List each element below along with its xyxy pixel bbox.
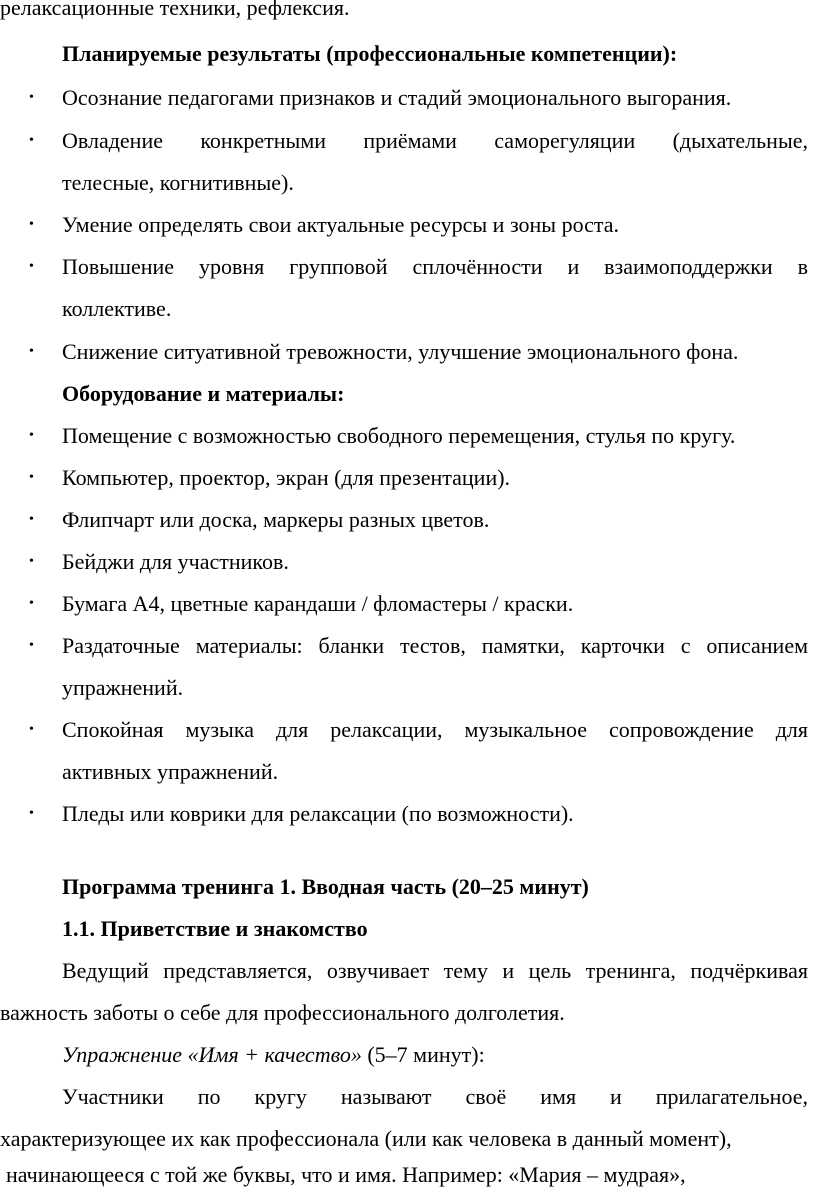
paragraph-line: важность заботы о себе для профессионального долголетия.: [0, 1000, 565, 1025]
list-item: Флипчарт или доска, маркеры разных цветов.: [62, 507, 490, 532]
results-heading: Планируемые результаты (профессиональные компетенции):: [62, 41, 678, 66]
list-item: Спокойная музыка для релаксации, музыкальное сопровождение для: [62, 717, 808, 742]
program-heading: Программа тренинга 1. Вводная часть (20–25 минут): [62, 874, 589, 899]
exercise-line: [62, 1041, 485, 1069]
bullet-icon: •: [29, 470, 34, 485]
paragraph-line: Ведущий представляется, озвучивает тему и цель тренинга, подчёркивая: [62, 958, 808, 983]
bullet-icon: •: [29, 428, 34, 443]
list-item-continuation: упражнений.: [62, 675, 184, 700]
list-item: Умение определять свои актуальные ресурсы и зоны роста.: [62, 212, 620, 237]
list-item: Осознание педагогами признаков и стадий эмоционального выгорания.: [62, 85, 732, 110]
bullet-icon: •: [29, 344, 34, 359]
top-fragment: релаксационные техники, рефлексия.: [0, 0, 350, 20]
list-item: Бумага А4, цветные карандаши / фломастеры / краски.: [62, 591, 574, 616]
program-subheading: 1.1. Приветствие и знакомство: [62, 916, 368, 941]
list-item: Повышение уровня групповой сплочённости и взаимоподдержки в: [62, 254, 808, 279]
list-item-continuation: активных упражнений.: [62, 759, 279, 784]
exercise-duration: (5–7 минут):: [361, 1042, 485, 1067]
list-item: Раздаточные материалы: бланки тестов, памятки, карточки с описанием: [62, 633, 808, 658]
bullet-icon: •: [29, 133, 34, 148]
bullet-icon: •: [29, 596, 34, 611]
bullet-icon: •: [29, 722, 34, 737]
bullet-icon: •: [29, 512, 34, 527]
list-item: Снижение ситуативной тревожности, улучшение эмоционального фона.: [62, 339, 739, 364]
list-item: Бейджи для участников.: [62, 549, 289, 574]
bullet-icon: •: [29, 638, 34, 653]
bullet-icon: •: [29, 90, 34, 105]
list-item-continuation: телесные, когнитивные).: [62, 170, 294, 195]
paragraph-line: характеризующее их как профессионала (или как человека в данный момент),: [0, 1126, 732, 1151]
paragraph-line: начинающееся с той же буквы, что и имя. Например: «Мария – мудрая»,: [6, 1162, 686, 1187]
exercise-title: Упражнение «Имя + качество»: [62, 1042, 362, 1067]
list-item: Помещение с возможностью свободного перемещения, стулья по кругу.: [62, 423, 736, 448]
bullet-icon: •: [29, 259, 34, 274]
bullet-icon: •: [29, 806, 34, 821]
list-item-continuation: коллективе.: [62, 296, 172, 321]
paragraph-line: Участники по кругу называют своё имя и прилагательное,: [62, 1084, 808, 1109]
list-item: Пледы или коврики для релаксации (по возможности).: [62, 801, 574, 826]
list-item: Овладение конкретными приёмами саморегуляции (дыхательные,: [62, 128, 808, 153]
bullet-icon: •: [29, 554, 34, 569]
list-item: Компьютер, проектор, экран (для презентации).: [62, 465, 511, 490]
equipment-heading: Оборудование и материалы:: [62, 381, 345, 406]
bullet-icon: •: [29, 217, 34, 232]
